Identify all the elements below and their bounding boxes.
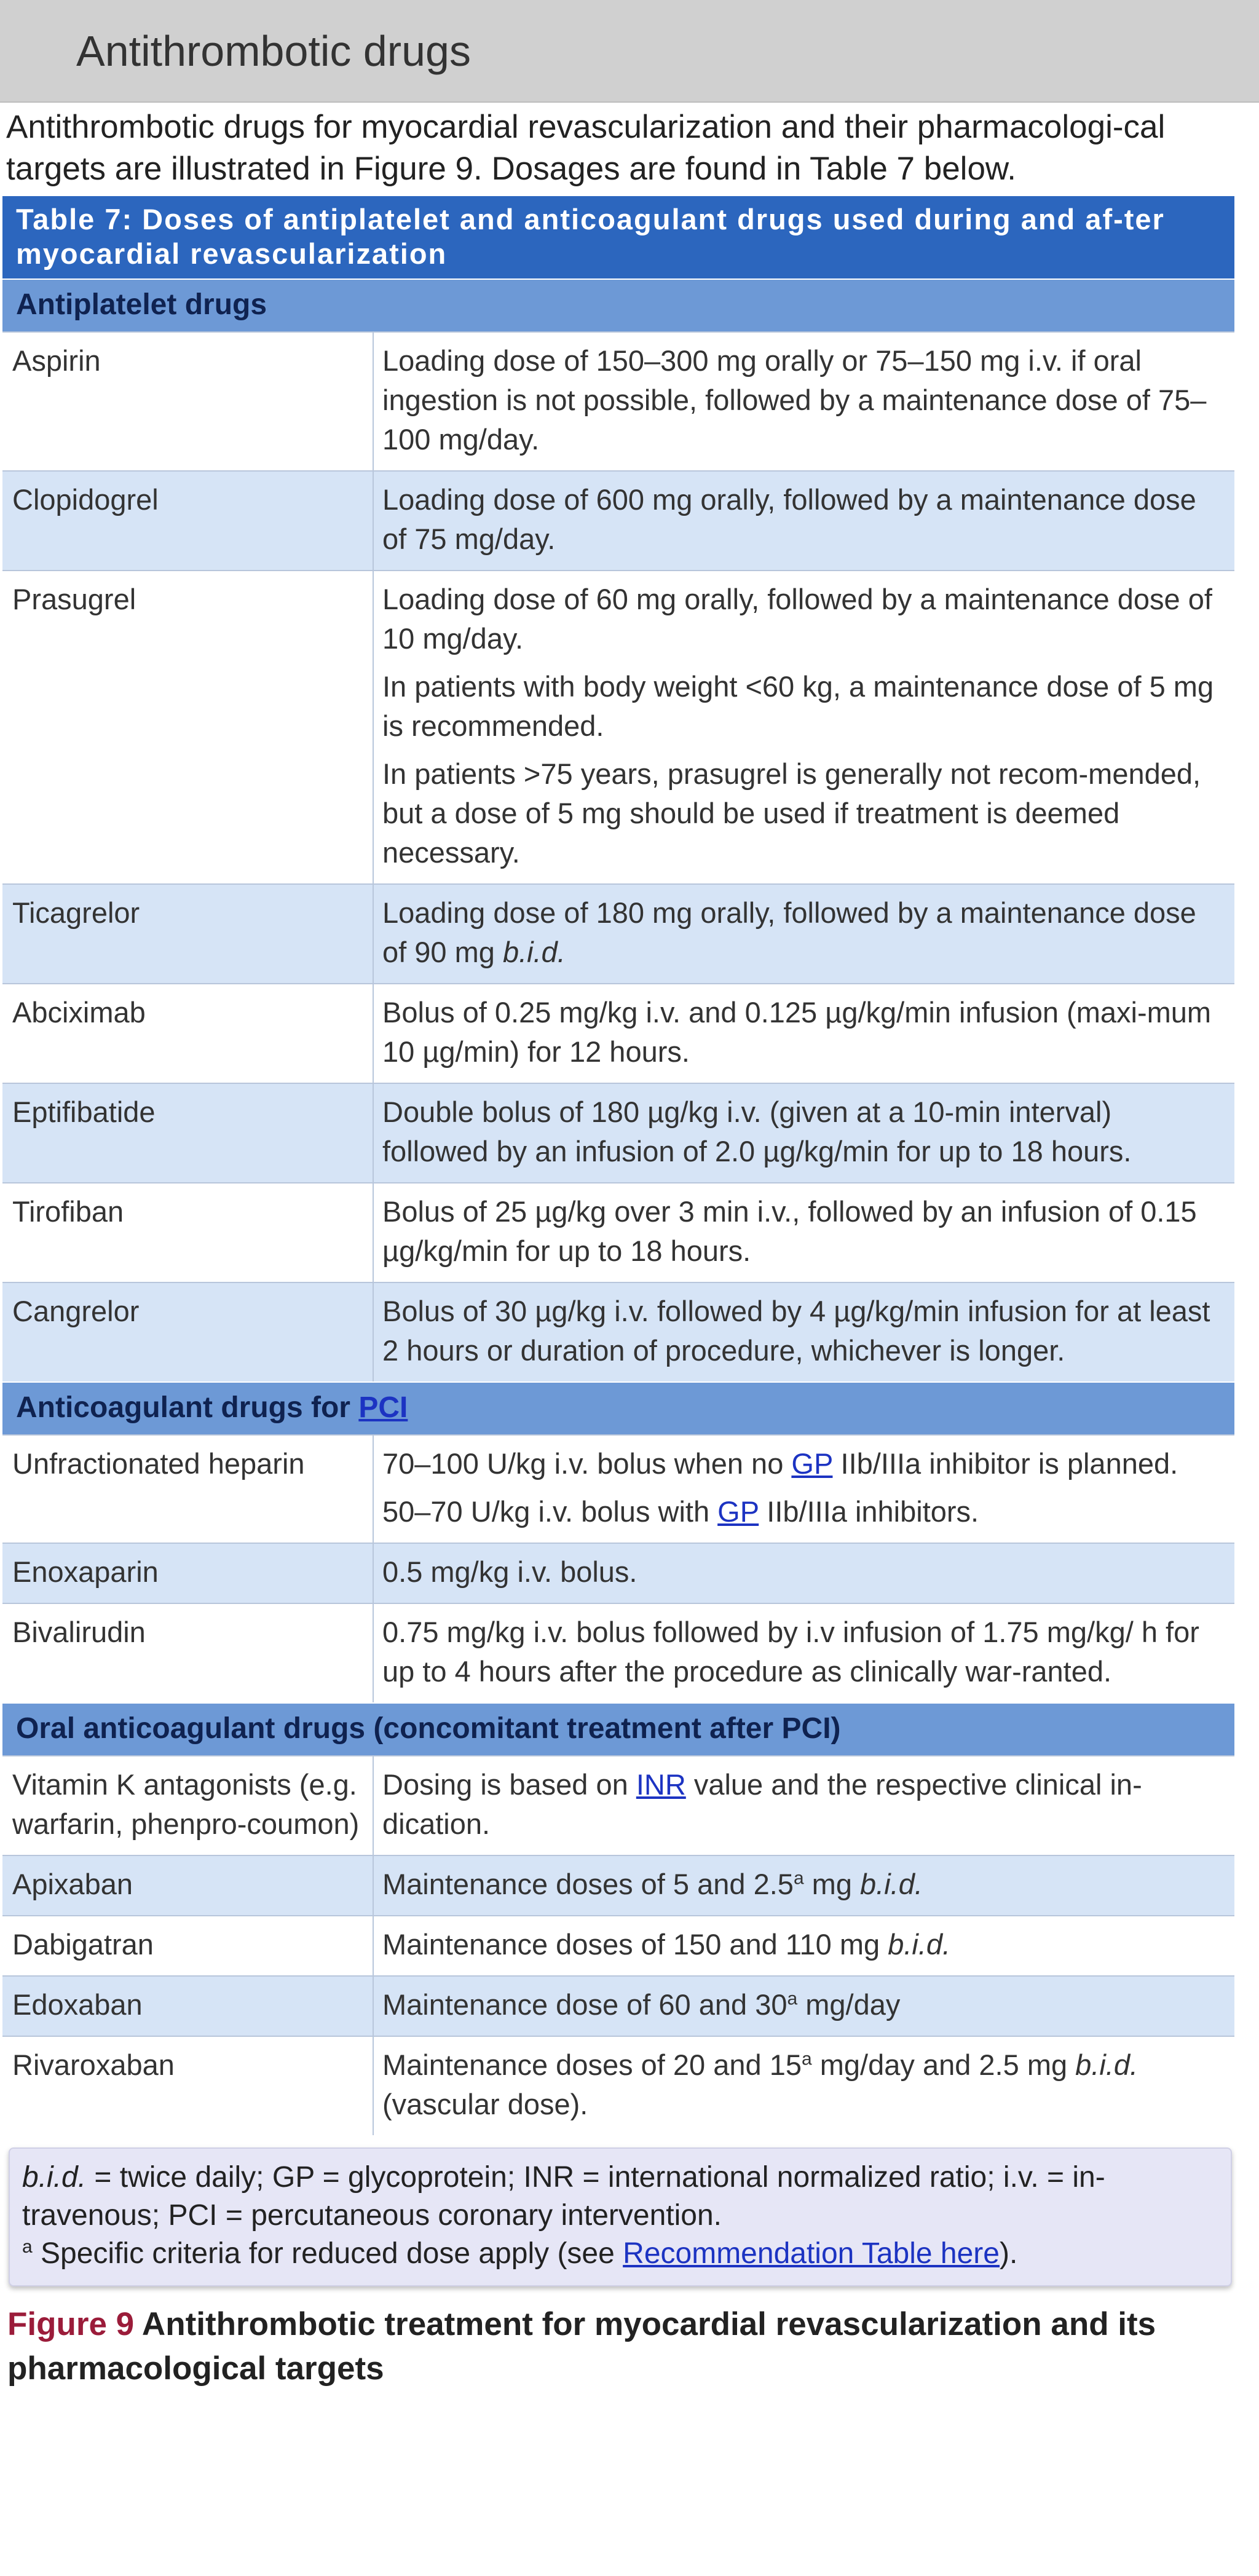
table-row — [2, 883, 1234, 983]
gp-link[interactable]: GP — [717, 1495, 759, 1528]
dose-text: mg — [803, 1868, 861, 1900]
drug-name: Aspirin — [2, 333, 374, 470]
drug-dose — [374, 1436, 1234, 1543]
table-row — [2, 470, 1234, 570]
dose-line — [382, 1492, 1225, 1531]
dose-frequency: b.i.d. — [502, 936, 566, 968]
dose-frequency: b.i.d. — [1075, 2049, 1139, 2081]
table-row — [2, 1603, 1234, 1702]
drug-name: Clopidogrel — [2, 472, 374, 570]
drug-dose — [374, 571, 1234, 883]
drug-dose — [374, 1916, 1234, 1975]
drug-dose: Bolus of 25 µg/kg over 3 min i.v., followed by an infusion of 0.15 µg/kg/min for up to 18 hours. — [382, 1195, 1197, 1267]
table-row — [2, 2036, 1234, 2135]
dose-line — [382, 1444, 1225, 1484]
dose-text: mg/day — [797, 1988, 901, 2021]
drug-dose: 0.75 mg/kg i.v. bolus followed by i.v infusion of 1.75 mg/kg/ h for up to 4 hours after the procedure as clinically war-ranted. — [382, 1616, 1199, 1688]
table-row — [2, 1434, 1234, 1543]
drug-dose — [374, 1756, 1234, 1855]
drug-name: Enoxaparin — [2, 1544, 374, 1603]
drug-dose: Bolus of 30 µg/kg i.v. followed by 4 µg/kg/min infusion for at least 2 hours or duration of procedure, whichever is longer. — [382, 1295, 1210, 1367]
table-row — [2, 1083, 1234, 1182]
drug-dose — [374, 1856, 1234, 1915]
footnote-marker: a — [802, 2049, 812, 2069]
table-row — [2, 1182, 1234, 1282]
drug-name: Edoxaban — [2, 1977, 374, 2036]
drug-dose: Double bolus of 180 µg/kg i.v. (given at a 10-min interval) followed by an infusion of 2.0 µg/kg/min for up to 18 hours. — [382, 1096, 1132, 1167]
abbreviations — [22, 2159, 1216, 2235]
footnote-marker: a — [787, 1988, 798, 2009]
drug-name: Apixaban — [2, 1856, 374, 1915]
page-title: Antithrombotic drugs — [76, 26, 471, 75]
drug-dose: Bolus of 0.25 mg/kg i.v. and 0.125 µg/kg/min infusion (maxi-mum 10 µg/min) for 12 hours. — [382, 996, 1212, 1068]
drug-dose: 0.5 mg/kg i.v. bolus. — [382, 1555, 637, 1588]
dose-text: mg/day and 2.5 mg — [811, 2049, 1076, 2081]
pci-link[interactable]: PCI — [358, 1391, 408, 1424]
footnote-marker: a — [22, 2237, 33, 2257]
note-text: ). — [999, 2237, 1018, 2270]
table-footnote — [9, 2147, 1232, 2286]
intro-paragraph: Antithrombotic drugs for myocardial revascularization and their pharmacologi-cal targets are illustrated in Figure 9. Dosages are found in Table 7 below. — [6, 109, 1166, 187]
dose-note — [22, 2235, 1216, 2273]
drug-dose — [374, 885, 1234, 983]
inr-link[interactable]: INR — [636, 1768, 686, 1801]
gp-link[interactable]: GP — [791, 1447, 833, 1480]
drug-name: Bivalirudin — [2, 1604, 374, 1702]
section-header-oral-anticoagulant: Oral anticoagulant drugs (concomitant treatment after PCI) — [2, 1702, 1234, 1755]
drug-dose: Loading dose of 600 mg orally, followed by a maintenance dose of 75 mg/day. — [382, 483, 1196, 555]
abbreviation-term: b.i.d. — [22, 2161, 87, 2194]
table-row — [2, 1975, 1234, 2036]
drug-name: Cangrelor — [2, 1283, 374, 1381]
dose-text: 70–100 U/kg i.v. bolus when no — [382, 1447, 792, 1480]
table-row — [2, 570, 1234, 883]
drug-dose: Loading dose of 150–300 mg orally or 75–150 mg i.v. if oral ingestion is not possible, followed by a maintenance dose of 75–100 mg/day. — [382, 344, 1207, 456]
header-bar — [0, 0, 1259, 103]
dose-text: IIb/IIIa inhibitors. — [759, 1495, 979, 1528]
drug-name: Unfractionated heparin — [2, 1436, 374, 1543]
figure-title: Antithrombotic treatment for myocardial revascularization and its pharmacological targets — [7, 2306, 1156, 2387]
table-row — [2, 1915, 1234, 1975]
dose-text: Maintenance dose of 60 and 30 — [382, 1988, 787, 2021]
dose-text: Dosing is based on — [382, 1768, 636, 1801]
dose-text: 50–70 U/kg i.v. bolus with — [382, 1495, 718, 1528]
section-header-antiplatelet: Antiplatelet drugs — [2, 279, 1234, 331]
dose-text: Maintenance doses of 20 and 15 — [382, 2049, 802, 2081]
section-header-label: Anticoagulant drugs for — [16, 1391, 359, 1424]
dose-line: In patients with body weight <60 kg, a maintenance dose of 5 mg is recommended. — [382, 670, 1214, 742]
recommendation-table-link[interactable]: Recommendation Table here — [623, 2237, 1000, 2270]
drug-name: Rivaroxaban — [2, 2037, 374, 2135]
drug-dose — [374, 1977, 1234, 2036]
table-caption: Table 7: Doses of antiplatelet and anticoagulant drugs used during and af-ter myocardial revascularization — [2, 196, 1234, 279]
drug-name: Ticagrelor — [2, 885, 374, 983]
drug-name: Prasugrel — [2, 571, 374, 883]
dose-text: Maintenance doses of 5 and 2.5 — [382, 1868, 794, 1900]
dose-frequency: b.i.d. — [888, 1928, 951, 1961]
drug-name: Eptifibatide — [2, 1084, 374, 1182]
note-text: Specific criteria for reduced dose apply (see — [32, 2237, 623, 2270]
drug-name: Abciximab — [2, 984, 374, 1083]
table-row — [2, 1855, 1234, 1915]
dose-text: value and the respective clinical in-dication. — [382, 1768, 1142, 1840]
dose-text: Loading dose of 180 mg orally, followed by a maintenance dose of 90 mg — [382, 896, 1196, 968]
dose-text: Maintenance doses of 150 and 110 mg — [382, 1928, 888, 1961]
figure-caption — [7, 2302, 1247, 2391]
figure-label: Figure 9 — [7, 2306, 135, 2342]
table-row — [2, 983, 1234, 1083]
dose-frequency: b.i.d. — [860, 1868, 923, 1900]
table-row — [2, 1543, 1234, 1603]
footnote-marker: a — [793, 1868, 804, 1889]
drug-name: Dabigatran — [2, 1916, 374, 1975]
dose-text: (vascular dose). — [382, 2088, 588, 2120]
table-row — [2, 1282, 1234, 1381]
drug-name: Tirofiban — [2, 1183, 374, 1282]
table-row — [2, 1755, 1234, 1855]
drug-name: Vitamin K antagonists (e.g. warfarin, phenpro-coumon) — [2, 1756, 374, 1855]
dose-text: IIb/IIIa inhibitor is planned. — [832, 1447, 1178, 1480]
section-header-anticoagulant — [2, 1381, 1234, 1434]
dose-table — [2, 196, 1234, 2135]
dose-line: Loading dose of 60 mg orally, followed by a maintenance dose of 10 mg/day. — [382, 583, 1212, 655]
abbreviation-text: = twice daily; GP = glycoprotein; INR = international normalized ratio; i.v. = in-travenous; PCI = percutaneous coronary intervention. — [22, 2161, 1105, 2232]
table-row — [2, 331, 1234, 470]
drug-dose — [374, 2037, 1234, 2135]
dose-line: In patients >75 years, prasugrel is generally not recom-mended, but a dose of 5 mg should be used if treatment is deemed necessary. — [382, 757, 1201, 869]
